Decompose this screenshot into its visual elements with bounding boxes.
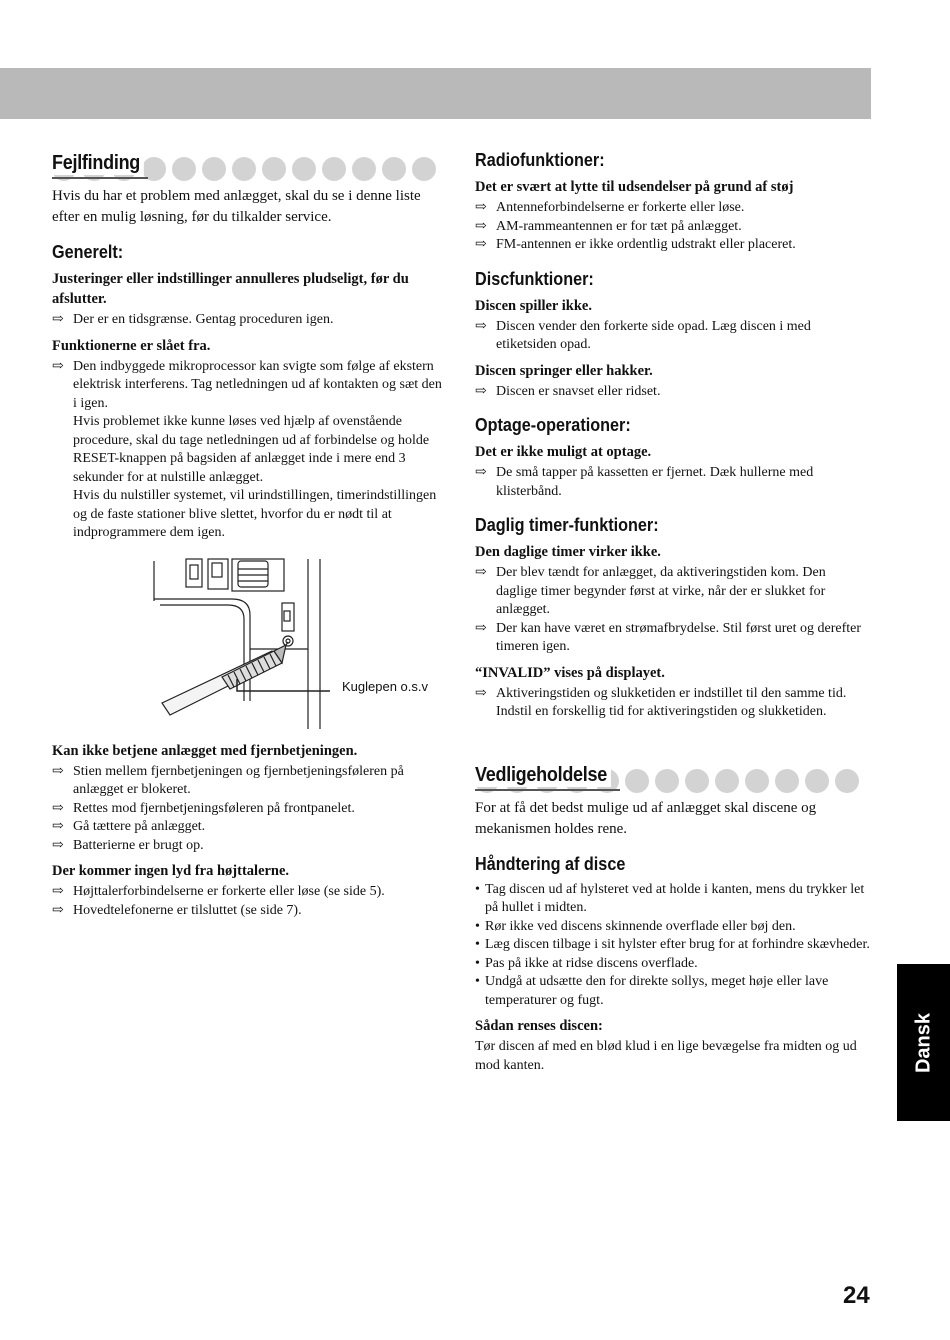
radio-title: Radiofunktioner: bbox=[475, 150, 605, 170]
arrow-icon: ⇨ bbox=[52, 358, 64, 374]
solution-item: ⇨ Den indbyggede mikroprocessor kan svigte som følge af ekstern elektrisk interferens. Tag netledningen ud af kontakten og sæt den i igen. Hvis problemet ikke kunne løses ved hjælp af ovenstående procedure, skal du tage netledningen ud af forbindelse og holde RESET-knappen på bagsiden af anlægget inde i mere end 3 sekunder for at nulstille anlægget. Hvis du nulstiller systemet, vil urindstillingen, timerindstillingen og de faste stationer blive slettet, hvorfor du er nødt til at indprogrammere dem igen. bbox=[52, 358, 442, 540]
language-tab-label: Dansk bbox=[912, 1012, 934, 1073]
arrow-icon: ⇨ bbox=[52, 819, 64, 834]
disc-title: Discfunktioner: bbox=[475, 268, 594, 289]
timer-title: Daglig timer-funktioner: bbox=[475, 515, 659, 535]
left-column bbox=[52, 150, 447, 924]
solution-item: ⇨ Discen er snavset eller ridset. bbox=[475, 383, 870, 402]
arrow-icon: ⇨ bbox=[475, 318, 487, 334]
handling-bullet-list bbox=[475, 881, 870, 1011]
bullet-item: • Tag discen ud af hylsteret ved at holde i kanten, mens du trykker let på hullet i midten. bbox=[475, 881, 865, 915]
issue-heading: Discen springer eller hakker. bbox=[475, 362, 653, 379]
arrow-icon: ⇨ bbox=[52, 884, 64, 899]
section-title-vedligeholdelse bbox=[475, 762, 870, 792]
solution-item: ⇨ Stien mellem fjernbetjeningen og fjernbetjeningsføleren på anlægget er blokeret. bbox=[52, 763, 404, 797]
arrow-icon: ⇨ bbox=[52, 312, 64, 327]
title-underline bbox=[475, 789, 620, 791]
solution-item: ⇨ Hovedtelefonerne er tilsluttet (se side 7). bbox=[52, 902, 447, 921]
solution-item: ⇨ Der kan have været en strømafbrydelse. Stil først uret og derefter timeren igen. bbox=[475, 620, 862, 654]
section-title-fejlfinding bbox=[52, 150, 447, 180]
generelt-title: Generelt: bbox=[52, 242, 124, 262]
fejlfinding-title: Fejlfinding bbox=[52, 152, 144, 175]
vedligeholdelse-title: Vedligeholdelse bbox=[475, 764, 611, 787]
arrow-icon: ⇨ bbox=[52, 763, 64, 779]
bullet-item: • Rør ikke ved discens skinnende overflade eller bøj den. bbox=[475, 918, 796, 934]
right-column bbox=[475, 150, 870, 1085]
title-underline bbox=[52, 177, 148, 179]
arrow-icon: ⇨ bbox=[52, 902, 64, 918]
arrow-icon: ⇨ bbox=[475, 620, 487, 636]
issue-heading: Justeringer eller indstillinger annulleres pludseligt, før du afslutter. bbox=[52, 271, 409, 307]
arrow-icon: ⇨ bbox=[475, 465, 487, 480]
handtering-title: Håndtering af disce bbox=[475, 853, 626, 874]
issue-heading: Det er svært at lytte til udsendelser på grund af støj bbox=[475, 179, 794, 195]
issue-heading: Der kommer ingen lyd fra højttalerne. bbox=[52, 863, 290, 879]
clean-text: Tør discen af med en blød klud i en lige bevægelse fra midten og ud mod kanten. bbox=[475, 1039, 857, 1073]
page-number: 24 bbox=[843, 1282, 870, 1309]
reset-device-drawing bbox=[52, 551, 447, 731]
issue-heading: Funktionerne er slået fra. bbox=[52, 337, 211, 354]
solution-list bbox=[52, 763, 447, 856]
language-tab bbox=[897, 964, 950, 1121]
arrow-icon: ⇨ bbox=[52, 800, 64, 816]
solution-list bbox=[475, 383, 870, 402]
solution-item: ⇨ FM-antennen er ikke ordentlig udstrakt eller placeret. bbox=[475, 236, 870, 255]
solution-list bbox=[52, 883, 447, 920]
solution-item: ⇨ Batterierne er brugt op. bbox=[52, 837, 447, 856]
arrow-icon: ⇨ bbox=[475, 218, 487, 234]
solution-list bbox=[52, 358, 447, 543]
clean-heading: Sådan renses discen: bbox=[475, 1018, 603, 1034]
illustration-caption: Kuglepen o.s.v bbox=[342, 678, 429, 694]
arrow-icon: ⇨ bbox=[475, 565, 487, 580]
reset-button-illustration bbox=[52, 551, 447, 731]
solution-item: ⇨ Der blev tændt for anlægget, da aktiveringstiden kom. Den daglige timer begynder først at virke, når der er slukket for anlægget. bbox=[475, 565, 826, 617]
issue-heading: Kan ikke betjene anlægget med fjernbetjeningen. bbox=[52, 742, 358, 759]
header-band bbox=[0, 68, 871, 119]
solution-item: ⇨ Gå tættere på anlægget. bbox=[52, 818, 447, 837]
fejlfinding-intro: Hvis du har et problem med anlægget, skal du se i denne liste efter en mulig løsning, før du tilkalder service. bbox=[52, 188, 421, 225]
vedligeholdelse-intro: For at få det bedst mulige ud af anlægget skal discene og mekanismen holdes rene. bbox=[475, 799, 817, 837]
arrow-icon: ⇨ bbox=[475, 383, 487, 399]
issue-heading: Discen spiller ikke. bbox=[475, 297, 592, 314]
solution-list bbox=[475, 564, 870, 657]
issue-heading: Den daglige timer virker ikke. bbox=[475, 544, 661, 560]
arrow-icon: ⇨ bbox=[475, 237, 487, 252]
solution-item: ⇨ AM-rammeantennen er for tæt på anlægget. bbox=[475, 218, 870, 237]
arrow-icon: ⇨ bbox=[475, 200, 487, 215]
issue-heading: Det er ikke muligt at optage. bbox=[475, 444, 652, 460]
record-title: Optage-operationer: bbox=[475, 415, 631, 435]
solution-item: ⇨ Antenneforbindelserne er forkerte eller løse. bbox=[475, 199, 870, 218]
solution-item: ⇨ Discen vender den forkerte side opad. Læg discen i med etiketsiden opad. bbox=[475, 318, 811, 352]
arrow-icon: ⇨ bbox=[475, 685, 487, 701]
solution-list bbox=[475, 199, 870, 255]
solution-list bbox=[475, 685, 870, 722]
solution-item: ⇨ Rettes mod fjernbetjeningsføleren på frontpanelet. bbox=[52, 800, 447, 819]
solution-item: ⇨ Aktiveringstiden og slukketiden er indstillet til den samme tid. Indstil en forskellig tid for aktiveringstiden og slukketiden. bbox=[475, 685, 847, 719]
solution-list bbox=[475, 464, 870, 501]
solution-list bbox=[52, 311, 447, 330]
bullet-item: • Pas på ikke at ridse discens overflade. bbox=[475, 955, 698, 971]
bullet-item: • Læg discen tilbage i sit hylster efter brug for at forhindre skævheder. bbox=[475, 937, 870, 952]
issue-heading: “INVALID” vises på displayet. bbox=[475, 664, 665, 681]
solution-item: ⇨ Der er en tidsgrænse. Gentag proceduren igen. bbox=[52, 311, 447, 330]
solution-item: ⇨ Højttalerforbindelserne er forkerte eller løse (se side 5). bbox=[52, 883, 447, 902]
bullet-item: • Undgå at udsætte den for direkte sollys, meget høje eller lave temperaturer og fugt. bbox=[475, 974, 829, 1008]
solution-list bbox=[475, 318, 870, 355]
solution-item: ⇨ De små tapper på kassetten er fjernet. Dæk hullerne med klisterbånd. bbox=[475, 465, 814, 499]
arrow-icon: ⇨ bbox=[52, 837, 64, 853]
